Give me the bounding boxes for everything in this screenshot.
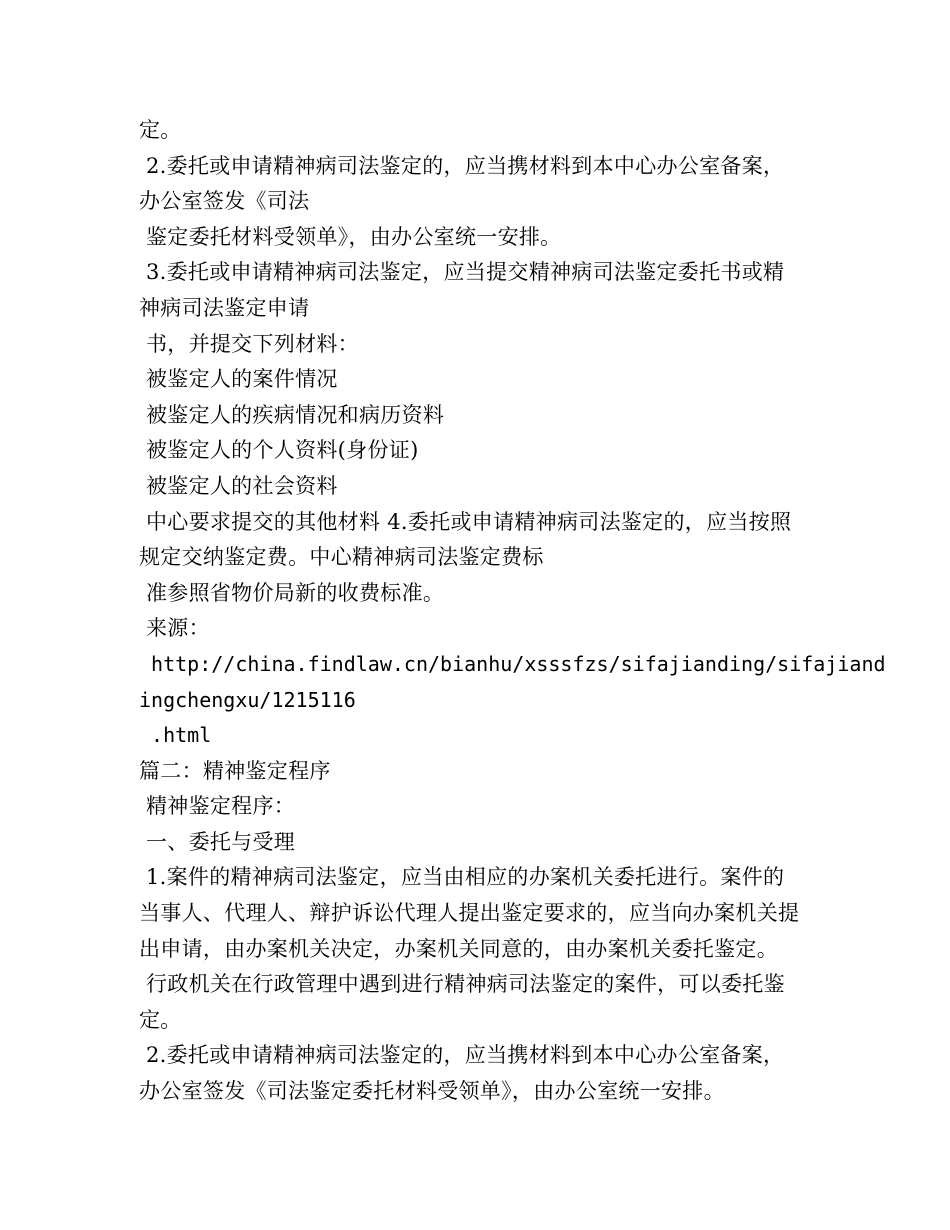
section-heading: 篇二：精神鉴定程序 [139, 758, 331, 783]
text-line: 出申请，由办案机关决定，办案机关同意的，由办案机关委托鉴定。 [139, 936, 778, 961]
text-line: 被鉴定人的个人资料(身份证) [139, 438, 419, 463]
text-line: 定。 [139, 118, 182, 142]
text-line: 精神鉴定程序： [139, 794, 296, 819]
text-line: 2.委托或申请精神病司法鉴定的，应当携材料到本中心办公室备案， [139, 1043, 785, 1068]
document-body [139, 113, 886, 1110]
text-line: 1.案件的精神病司法鉴定，应当由相应的办案机关委托进行。案件的 [139, 865, 785, 890]
text-line: 3.委托或申请精神病司法鉴定，应当提交精神病司法鉴定委托书或精 [139, 260, 785, 285]
text-line: 被鉴定人的案件情况 [139, 367, 338, 392]
text-line: 规定交纳鉴定费。中心精神病司法鉴定费标 [139, 545, 544, 570]
text-line: 定。 [139, 1007, 182, 1032]
text-line: 办公室签发《司法 [139, 189, 310, 214]
text-line: 神病司法鉴定申请 [139, 295, 310, 320]
source-url-line: .html [139, 723, 212, 748]
text-line: 中心要求提交的其他材料 4.委托或申请精神病司法鉴定的，应当按照 [139, 509, 792, 534]
text-line: 鉴定委托材料受领单》，由办公室统一安排。 [139, 224, 562, 249]
text-line: 来源： [139, 616, 210, 641]
text-line: 书，并提交下列材料： [139, 331, 359, 356]
source-url-line: ingchengxu/1215116 [139, 687, 356, 712]
text-line: 被鉴定人的社会资料 [139, 473, 338, 498]
text-line: 2.委托或申请精神病司法鉴定的，应当携材料到本中心办公室备案， [139, 153, 785, 178]
text-line: 行政机关在行政管理中遇到进行精神病司法鉴定的案件，可以委托鉴 [139, 972, 785, 997]
text-line: 被鉴定人的疾病情况和病历资料 [139, 402, 445, 427]
source-url-line: http://china.findlaw.cn/bianhu/xsssfzs/sifajianding/sifajiand [139, 651, 886, 676]
text-line: 一、委托与受理 [139, 829, 296, 854]
text-line: 准参照省物价局新的收费标准。 [139, 580, 445, 605]
text-line: 当事人、代理人、辩护诉讼代理人提出鉴定要求的，应当向办案机关提 [139, 901, 800, 926]
text-line: 办公室签发《司法鉴定委托材料受领单》，由办公室统一安排。 [139, 1079, 725, 1104]
